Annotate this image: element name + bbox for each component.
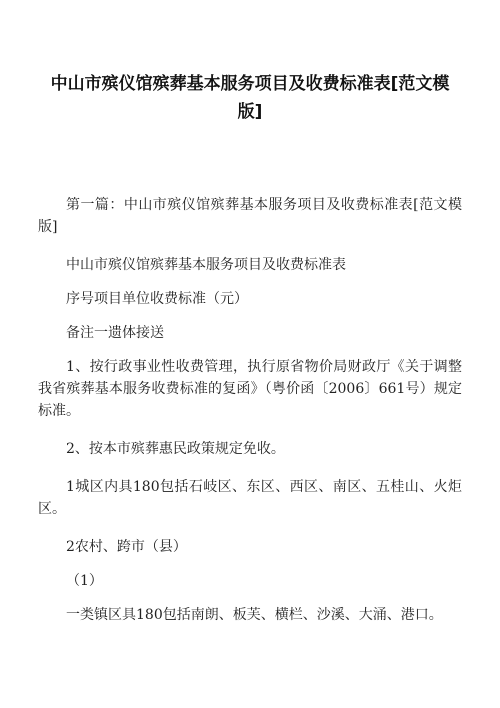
paragraph-table-title: 中山市殡仪馆殡葬基本服务项目及收费标准表: [66, 257, 346, 273]
paragraph-table-header: 序号项目单位收费标准（元）: [66, 291, 248, 307]
paragraph-intro: 第一篇：中山市殡仪馆殡葬基本服务项目及收费标准表[范文模版]: [38, 197, 462, 235]
paragraph-rural-area: 2农村、跨市（县）: [66, 539, 187, 555]
paragraph-note-one: 1、按行政事业性收费管理，执行原省物价局财政厅《关于调整我省殡葬基本服务收费标准的复函》（粤价函〔2006〕661号）规定标准。: [38, 359, 462, 419]
document-title: 中山市殡仪馆殡葬基本服务项目及收费标准表[范文模版]: [50, 74, 450, 122]
paragraph-class-one-towns: 一类镇区具180包括南朗、板芙、横栏、沙溪、大涌、港口。: [66, 607, 443, 623]
document-body: [38, 194, 462, 642]
paragraph-section-one: 备注一遗体接送: [66, 325, 164, 341]
paragraph-item-one: （1）: [66, 573, 103, 589]
paragraph-note-two: 2、按本市殡葬惠民政策规定免收。: [66, 441, 285, 457]
paragraph-urban-area: 1城区内具180包括石岐区、东区、西区、南区、五桂山、火炬区。: [38, 479, 462, 517]
